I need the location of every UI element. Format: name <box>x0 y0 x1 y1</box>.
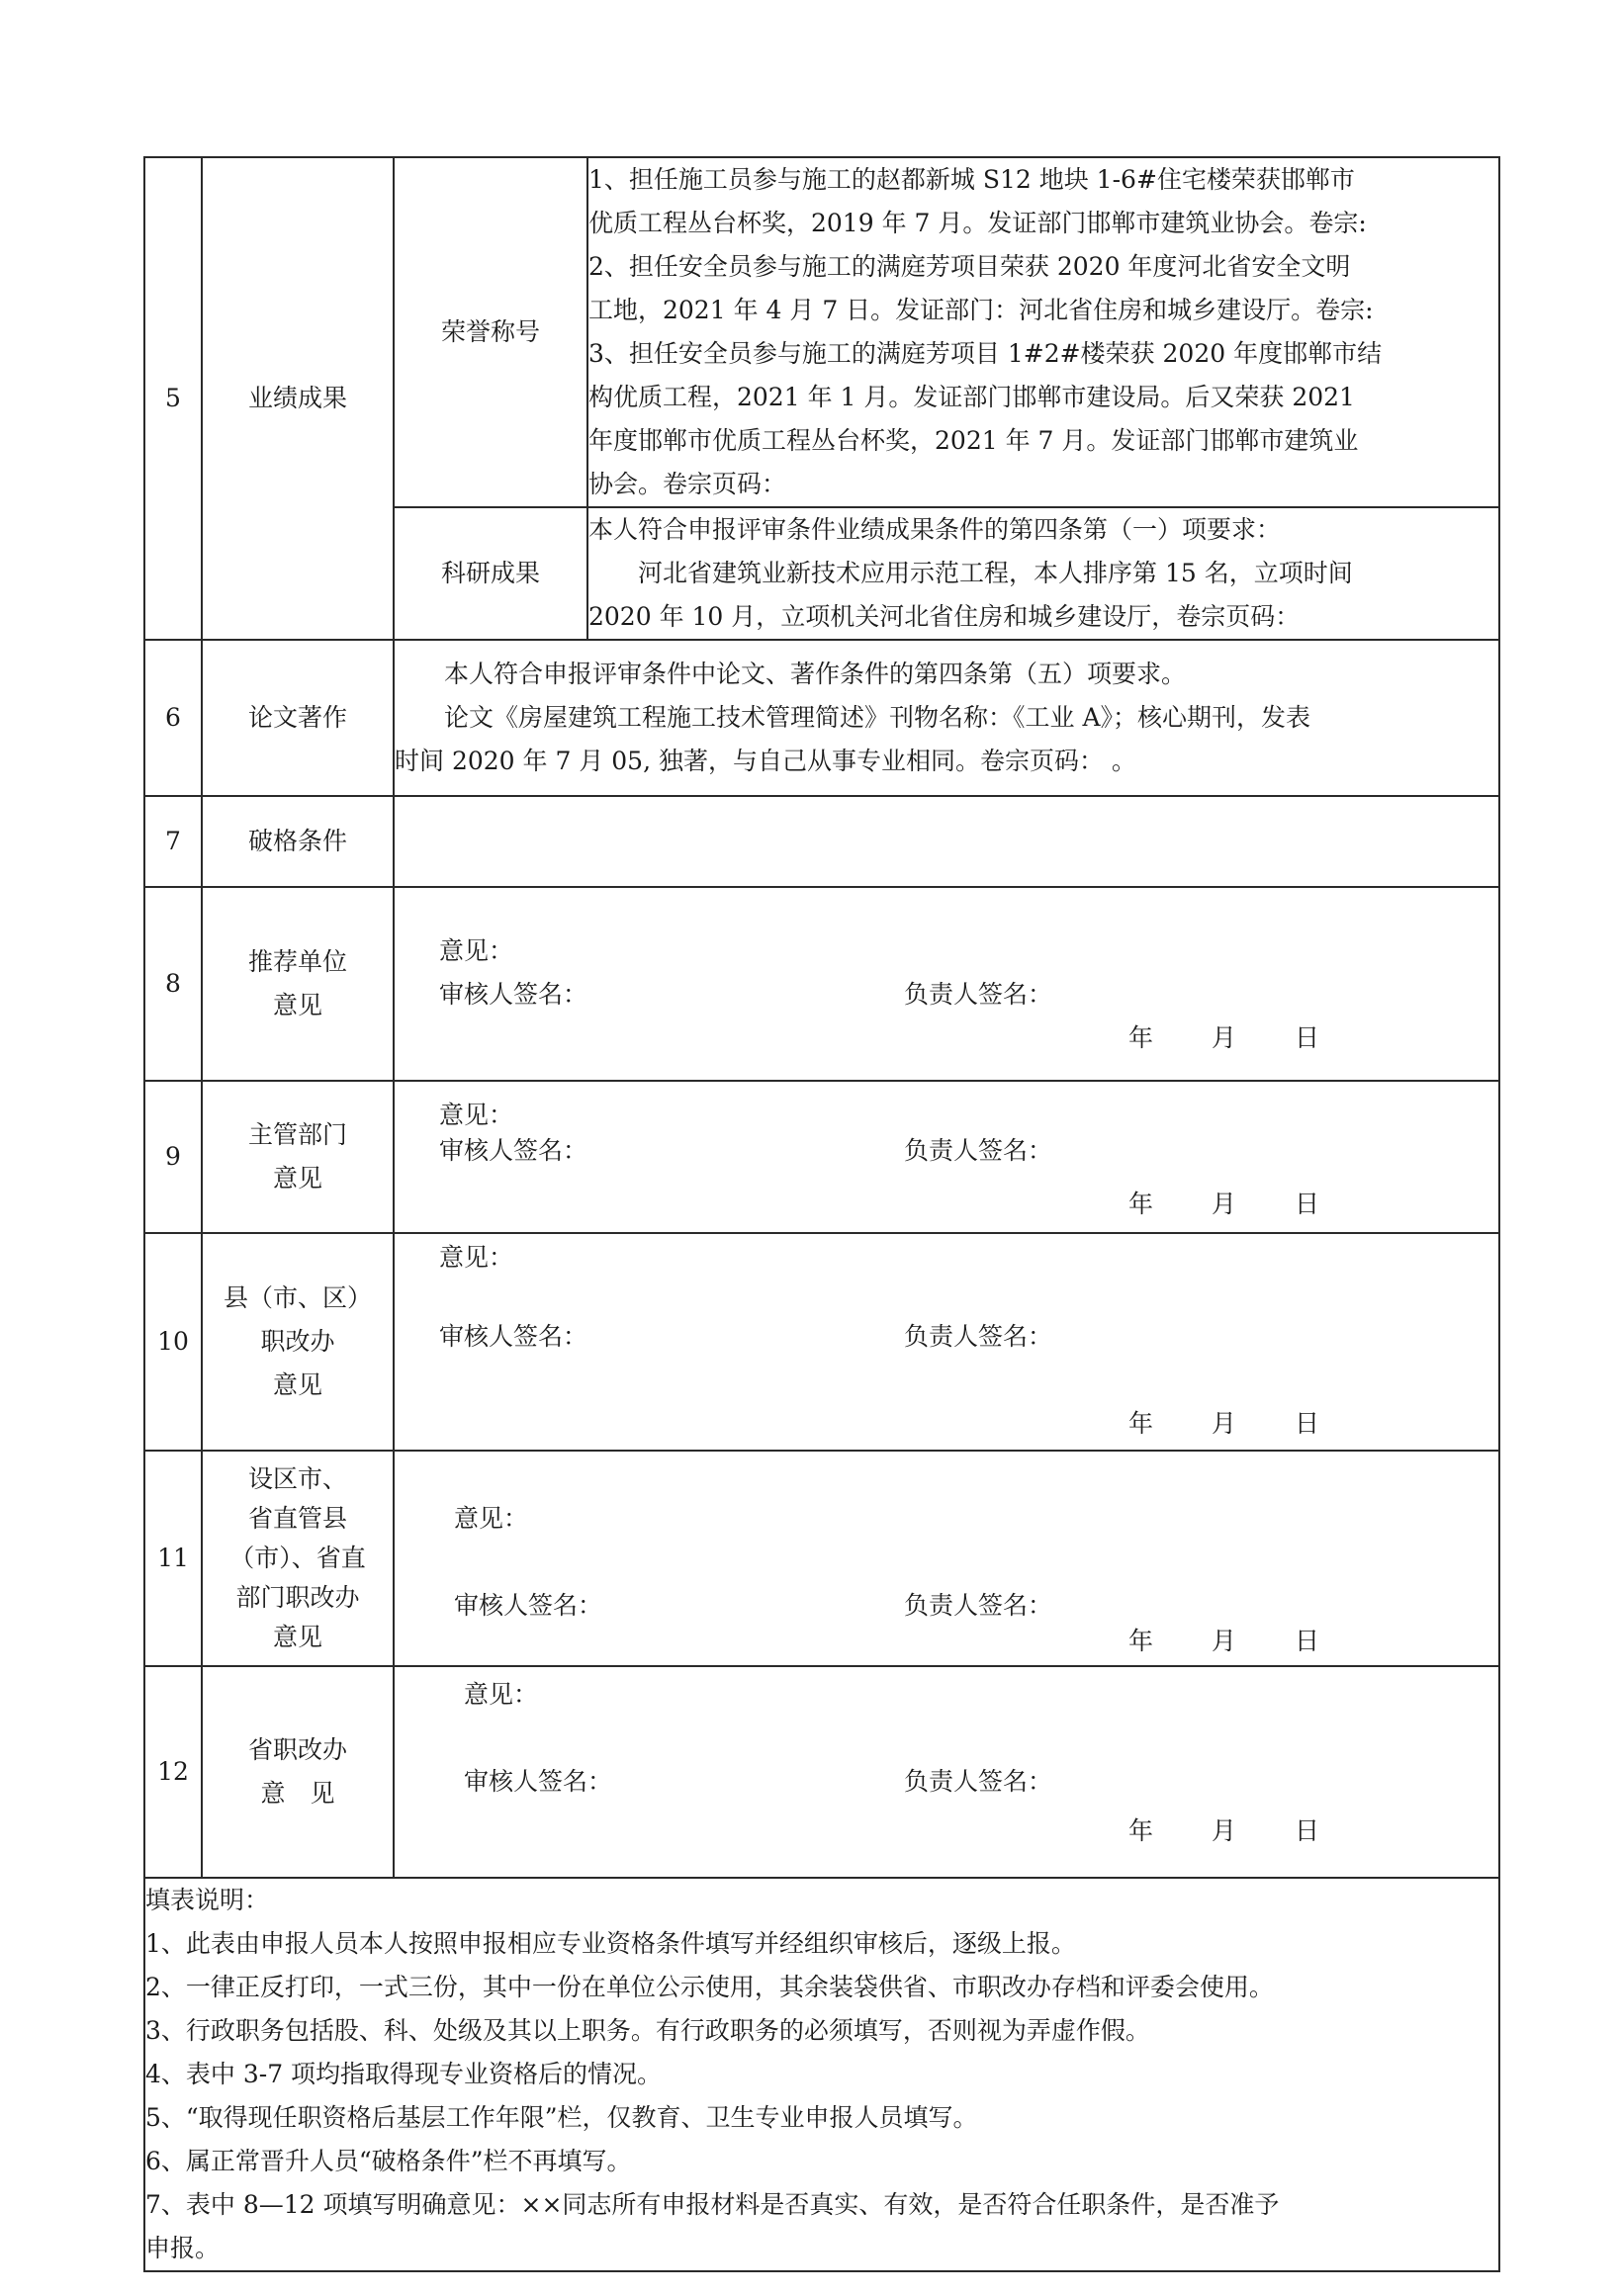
opinion-label: 意见： <box>439 1243 514 1272</box>
row-9-department <box>144 1081 1499 1233</box>
date-day: 日 <box>1295 1816 1320 1845</box>
label-line: 职改办 <box>260 1327 335 1356</box>
date-year: 年 <box>1128 1190 1154 1218</box>
reviewer-signature-label: 审核人签名： <box>439 1136 588 1165</box>
row-label-city-office <box>202 1451 394 1666</box>
leader-signature-label: 负责人签名： <box>904 1322 1053 1351</box>
row-number: 11 <box>144 1451 202 1666</box>
exception-content[interactable] <box>394 796 1499 887</box>
note-item: 3、行政职务包括股、科、处级及其以上职务。有行政职务的必须填写，否则视为弄虚作假。 <box>145 2016 1150 2045</box>
research-line: 2020 年 10 月，立项机关河北省住房和城乡建设厅，卷宗页码： <box>588 602 1301 631</box>
label-line: 意见 <box>272 991 322 1019</box>
label-line: 省直管县 <box>247 1504 347 1533</box>
note-item: 6、属正常晋升人员“破格条件”栏不再填写。 <box>145 2147 632 2175</box>
date-day: 日 <box>1295 1627 1320 1655</box>
honor-line: 2、担任安全员参与施工的满庭芳项目荣获 2020 年度河北省安全文明 <box>588 252 1351 281</box>
label-line: 省职改办 <box>247 1735 347 1764</box>
papers-content <box>394 640 1499 796</box>
notes-title: 填表说明： <box>145 1886 270 1914</box>
row-number: 8 <box>144 887 202 1081</box>
leader-signature-label: 负责人签名： <box>904 980 1053 1009</box>
honor-line: 3、担任安全员参与施工的满庭芳项目 1#2#楼荣获 2020 年度邯郸市结 <box>588 339 1383 368</box>
opinion-label: 意见： <box>454 1504 529 1533</box>
research-content <box>587 507 1499 640</box>
research-line: 河北省建筑业新技术应用示范工程，本人排序第 15 名，立项时间 <box>638 559 1353 587</box>
honor-content <box>587 157 1499 507</box>
row-11-city-office <box>144 1451 1499 1666</box>
opinion-label: 意见： <box>439 936 514 965</box>
opinion-area[interactable] <box>394 1666 1499 1878</box>
row-5-honor <box>144 157 1499 507</box>
date-day: 日 <box>1295 1190 1320 1218</box>
opinion-area[interactable] <box>394 1081 1499 1233</box>
label-line: 意见 <box>272 1623 322 1651</box>
opinion-area[interactable] <box>394 1233 1499 1451</box>
leader-signature-label: 负责人签名： <box>904 1767 1053 1796</box>
row-number: 12 <box>144 1666 202 1878</box>
label-line: 意 见 <box>260 1779 335 1808</box>
date-year: 年 <box>1128 1816 1154 1845</box>
notes-row <box>144 1878 1499 2271</box>
row-label-papers: 论文著作 <box>202 640 394 796</box>
reviewer-signature-label: 审核人签名： <box>439 980 588 1009</box>
label-line: 主管部门 <box>247 1120 347 1149</box>
papers-line: 本人符合申报评审条件中论文、著作条件的第四条第（五）项要求。 <box>444 660 1187 688</box>
row-label-provincial-office <box>202 1666 394 1878</box>
row-10-county-office <box>144 1233 1499 1451</box>
date-month: 月 <box>1212 1190 1237 1218</box>
note-item: 5、“取得现任职资格后基层工作年限”栏，仅教育、卫生专业申报人员填写。 <box>145 2103 978 2132</box>
row-label-recommending-unit <box>202 887 394 1081</box>
row-label-exception: 破格条件 <box>202 796 394 887</box>
filling-instructions <box>144 1878 1499 2271</box>
opinion-label: 意见： <box>439 1101 514 1129</box>
honor-line: 工地，2021 年 4 月 7 日。发证部门：河北省住房和城乡建设厅。卷宗: <box>588 296 1374 324</box>
label-line: （市）、省直 <box>229 1544 366 1572</box>
opinion-area[interactable] <box>394 887 1499 1081</box>
honor-line: 1、担任施工员参与施工的赵都新城 S12 地块 1-6#住宅楼荣获邯郸市 <box>588 165 1355 194</box>
reviewer-signature-label: 审核人签名： <box>439 1322 588 1351</box>
date-year: 年 <box>1128 1627 1154 1655</box>
application-form-table <box>143 156 1500 2272</box>
date-year: 年 <box>1128 1023 1154 1052</box>
honor-line: 构优质工程，2021 年 1 月。发证部门邯郸市建设局。后又荣获 2021 <box>588 383 1355 411</box>
date-month: 月 <box>1212 1816 1237 1845</box>
row-number: 6 <box>144 640 202 796</box>
leader-signature-label: 负责人签名： <box>904 1591 1053 1620</box>
research-label: 科研成果 <box>394 507 587 640</box>
date-day: 日 <box>1295 1023 1320 1052</box>
row-label-county-office <box>202 1233 394 1451</box>
date-day: 日 <box>1295 1409 1320 1438</box>
note-item: 1、此表由申报人员本人按照申报相应专业资格条件填写并经组织审核后，逐级上报。 <box>145 1929 1076 1958</box>
label-line: 推荐单位 <box>247 947 347 976</box>
honor-title-label: 荣誉称号 <box>394 157 587 507</box>
note-item: 申报。 <box>145 2234 221 2262</box>
label-line: 意见 <box>272 1164 322 1192</box>
note-item: 7、表中 8—12 项填写明确意见：××同志所有申报材料是否真实、有效，是否符合任职条件，是否准予 <box>145 2190 1280 2219</box>
date-month: 月 <box>1212 1409 1237 1438</box>
row-8-recommending-unit <box>144 887 1499 1081</box>
label-line: 县（市、区） <box>223 1283 372 1312</box>
row-label-department <box>202 1081 394 1233</box>
row-12-provincial-office <box>144 1666 1499 1878</box>
honor-line: 协会。卷宗页码： <box>588 470 787 498</box>
row-label-performance: 业绩成果 <box>202 157 394 640</box>
label-line: 意见 <box>272 1370 322 1399</box>
label-line: 部门职改办 <box>235 1583 360 1612</box>
row-number: 5 <box>144 157 202 640</box>
row-number: 10 <box>144 1233 202 1451</box>
note-item: 2、一律正反打印，一式三份，其中一份在单位公示使用，其余装袋供省、市职改办存档和评委会使用。 <box>145 1973 1274 2001</box>
papers-line: 论文《房屋建筑工程施工技术管理简述》刊物名称：《工业 A》；核心期刊，发表 <box>444 703 1311 732</box>
leader-signature-label: 负责人签名： <box>904 1136 1053 1165</box>
label-line: 设区市、 <box>247 1464 347 1493</box>
row-7-exception <box>144 796 1499 887</box>
row-6-papers <box>144 640 1499 796</box>
row-number: 7 <box>144 796 202 887</box>
reviewer-signature-label: 审核人签名： <box>464 1767 613 1796</box>
honor-line: 年度邯郸市优质工程丛台杯奖，2021 年 7 月。发证部门邯郸市建筑业 <box>588 426 1359 455</box>
research-line: 本人符合申报评审条件业绩成果条件的第四条第（一）项要求： <box>588 515 1282 544</box>
note-item: 4、表中 3-7 项均指取得现专业资格后的情况。 <box>145 2060 663 2088</box>
honor-line: 优质工程丛台杯奖，2019 年 7 月。发证部门邯郸市建筑业协会。卷宗: <box>588 209 1367 237</box>
date-month: 月 <box>1212 1627 1237 1655</box>
date-month: 月 <box>1212 1023 1237 1052</box>
opinion-area[interactable] <box>394 1451 1499 1666</box>
reviewer-signature-label: 审核人签名： <box>454 1591 603 1620</box>
row-number: 9 <box>144 1081 202 1233</box>
date-year: 年 <box>1128 1409 1154 1438</box>
papers-line: 时间 2020 年 7 月 05, 独著，与自己从事专业相同。卷宗页码： 。 <box>395 747 1136 775</box>
opinion-label: 意见： <box>464 1680 539 1709</box>
